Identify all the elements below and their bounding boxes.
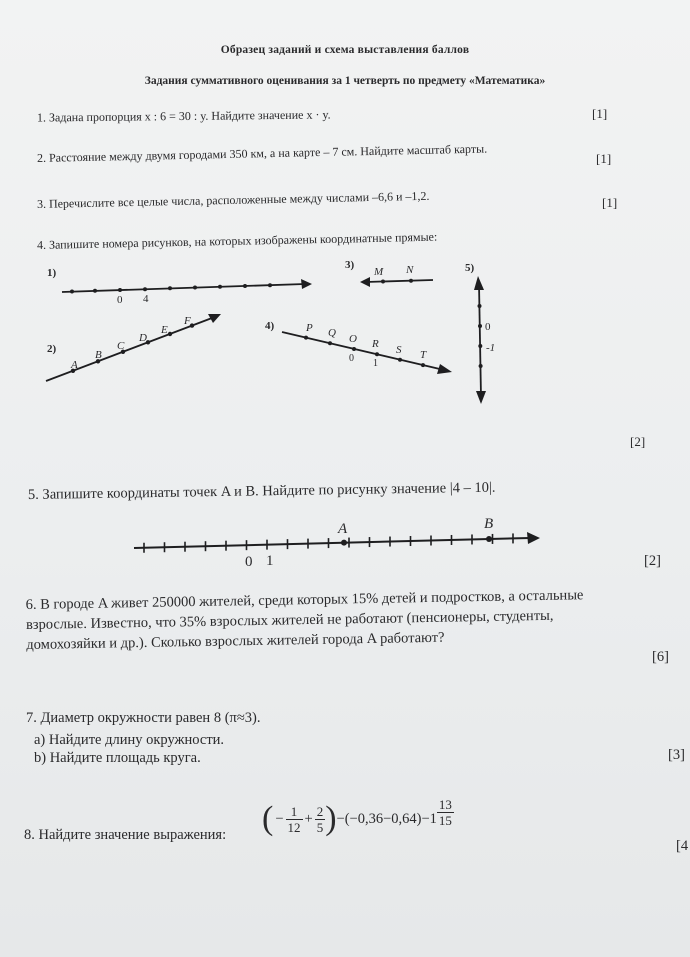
question-5: 5. Запишите координаты точек A и B. Найдите по рисунку значение |4 – 10|.	[27, 479, 496, 503]
fraction-1-den: 12	[287, 819, 301, 835]
q5-point-a-label: A	[338, 521, 348, 537]
fraction-2-den: 5	[316, 819, 324, 835]
question-7-score: [3]	[668, 747, 685, 763]
question-6-line-2: взрослые. Известно, что 35% взрослых жителей не работают (пенсионеры, студенты,	[25, 607, 554, 633]
question-2-score: [1]	[596, 151, 612, 166]
question-8: 8. Найдите значение выражения:	[24, 827, 227, 843]
fig5-number: 5)	[465, 262, 475, 274]
fig4-point-p: P	[306, 322, 313, 334]
question-4-score: [2]	[630, 434, 646, 449]
fig3-point-n: N	[406, 264, 414, 276]
fig1-number: 1)	[47, 267, 57, 279]
question-2: 2. Расстояние между двумя городами 350 км, а на карте – 7 см. Найдите масштаб карты.	[36, 141, 488, 165]
fig4-point-t: T	[420, 349, 427, 361]
fig1-tick-4: 4	[143, 293, 149, 305]
fig4-point-s: S	[396, 344, 402, 356]
fig4-tick-0: 0	[349, 353, 354, 364]
question-3: 3. Перечислите все целые числа, расположенные между числами –6,6 и –1,2.	[36, 188, 430, 211]
fig4-point-o: O	[349, 333, 357, 345]
question-6-line-3: домохозяйки и др.). Сколько взрослых жителей города A работают?	[26, 629, 445, 653]
question-4: 4. Запишите номера рисунков, на которых изображены координатные прямые:	[36, 229, 438, 252]
question-6-score: [6]	[652, 649, 669, 665]
question-8-score: [4	[676, 838, 689, 854]
fig4-point-q: Q	[328, 327, 336, 339]
fig3-point-m: M	[374, 266, 384, 278]
fig4-point-r: R	[372, 338, 379, 350]
expr-close-paren: )	[325, 800, 337, 837]
fig2-point-a: A	[71, 359, 78, 371]
fraction-3-den: 15	[438, 812, 452, 828]
fraction-1-12	[286, 804, 303, 835]
expr-minus-sign: −	[275, 810, 284, 827]
fig2-point-b: B	[95, 349, 102, 361]
question-7-part-b: b) Найдите площадь круга.	[34, 750, 201, 766]
expr-middle: −(−0,36−0,64)−1	[336, 810, 437, 827]
fig4-line	[282, 332, 452, 374]
q5-point-b-label: B	[484, 516, 494, 532]
question-6-line-1: 6. В городе A живет 250000 жителей, среди которых 15% детей и подростков, а остальные	[25, 587, 584, 614]
question-6	[25, 585, 584, 655]
question-8-expression	[262, 796, 454, 838]
fig1-line	[62, 279, 312, 294]
question-5-score: [2]	[644, 553, 661, 569]
fig2-point-d: D	[139, 332, 147, 344]
q5-tick-1: 1	[266, 553, 274, 569]
expr-open-paren: (	[262, 800, 274, 837]
question-1-score: [1]	[592, 106, 608, 121]
question-1: 1. Задана пропорция x : 6 = 30 : y. Найдите значение x · y.	[36, 107, 331, 125]
fig1-tick-0: 0	[117, 294, 123, 306]
fig3-number: 3)	[345, 259, 355, 271]
page-subtitle: Задания суммативного оценивания за 1 четверть по предмету «Математика»	[144, 75, 546, 87]
fraction-13-15	[437, 797, 454, 828]
q5-tick-0: 0	[245, 554, 253, 570]
fig5-line	[474, 276, 486, 404]
fig5-tick-minus1: -1	[486, 342, 496, 354]
fig2-number: 2)	[47, 343, 57, 355]
fig2-point-f: F	[184, 315, 191, 327]
fig5-tick-0: 0	[485, 321, 491, 333]
fig4-tick-1: 1	[373, 358, 378, 369]
fraction-1-num: 1	[286, 804, 303, 820]
fig2-point-e: E	[161, 324, 168, 336]
question-3-score: [1]	[602, 195, 618, 210]
fraction-2-num: 2	[316, 803, 324, 819]
question-7-part-a: a) Найдите длину окружности.	[34, 732, 225, 748]
fig4-number: 4)	[265, 320, 275, 332]
q5-number-line	[134, 532, 540, 553]
fig3-line	[360, 277, 433, 287]
fraction-2-5	[315, 804, 326, 835]
fig2-point-c: C	[117, 340, 125, 352]
question-7: 7. Диаметр окружности равен 8 (π≈3).	[26, 710, 261, 726]
fraction-3-num: 13	[438, 796, 452, 812]
expr-plus-sign: +	[304, 810, 313, 827]
page-title: Образец заданий и схема выставления баллов	[220, 44, 470, 56]
